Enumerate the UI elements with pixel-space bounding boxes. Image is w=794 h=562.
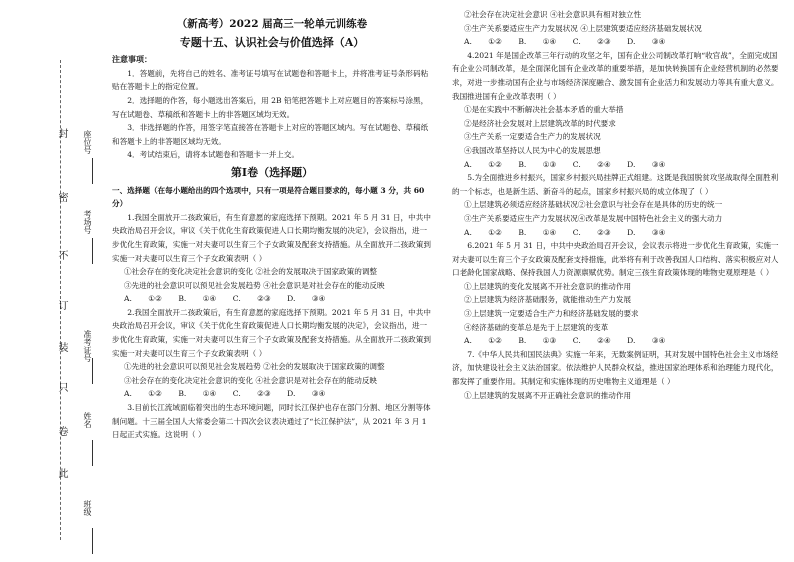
question-4-option: ③生产关系一定要适合生产力的发展状况	[464, 132, 601, 142]
question-7-stem: 7.《中华人民共和国民法典》实施一年来，无数案例证明，其对发展中国特色社会主义市场经济，加快建设社会主义法治国家。依法维护人民群众权益，推进国家治理体系和治理能力现代化，都发挥了重要作用。其制定和实施体现的历史唯物主义道理是（ ）	[452, 349, 779, 387]
part-title: 第Ⅰ卷（选择题）	[230, 165, 314, 179]
question-6-option: ①上层建筑的变化发展离不开社会意识的推动作用	[464, 281, 632, 291]
notice-heading: 注意事项：	[112, 54, 152, 65]
question-3-option: ②社会存在决定社会意识 ④社会意识具有相对独立性	[464, 10, 642, 19]
binding-word: 订	[56, 300, 67, 310]
question-3-option: ③生产关系要适应生产力发展状况 ④上层建筑要适应经济基础发展状况	[464, 23, 702, 33]
field-name: 姓名	[83, 412, 92, 428]
question-5-stem: 5.为全面推进乡村振兴，国家乡村振兴局挂牌正式组建。这既是我国脱贫攻坚战取得全面胜利的一个标志，也是新生活、新奋斗的起点，国家乡村振兴局的成立体现了（ ）	[452, 173, 779, 196]
section-intro: 一、选择题（在每小题给出的四个选项中，只有一项是符合题目要求的，每小题 3 分，共 60 分）	[112, 185, 425, 209]
binding-word: 装	[56, 342, 67, 352]
question-5-option: ③生产关系要适应生产力发展状况④改革是发展中国特色社会主义的强大动力	[464, 213, 723, 223]
question-6-stem: 6.2021 年 5 月 31 日，中共中央政治局召开会议，会议表示将进一步优化生育政策，实施一对夫妻可以生育三个子女政策及配套支持措施，此举将有利于改善我国人口结构、落实积极应对人口老龄化国家战略、保持我国人力资源禀赋优势。制定三孩生育政策体现的唯物史观原理是（ ）	[452, 241, 779, 278]
question-2-choices: A. ①② B. ①④ C. ②③ D. ③④	[124, 389, 326, 399]
question-1-stem: 1.我国全面放开二孩政策后，有生育意愿的家庭选择下预期。2021 年 5 月 31 日，中共中央政治局召开会议，审议《关于优化生育政策促进人口长期均衡发展的决定》，会议指出，进一步优化生育政策，实施一对夫妻可以生育三个子女政策及配套支持措施。从全面放开二孩政策到实施一对夫妻可以生育三个子女政策表明（ ）	[112, 212, 431, 263]
notice-item: 4．考试结束后，请将本试题卷和答题卡一并上交。	[127, 150, 300, 160]
notice-item: 3．非选择题的作答，用签字笔直接答在答题卡上对应的答题区域内。写在试题卷、草稿纸和答题卡上的非答题区域均无效。	[112, 123, 429, 146]
exam-subtitle: 专题十五、认识社会与价值选择（A）	[179, 35, 365, 49]
question-1-choices: A. ①② B. ①④ C. ②③ D. ③④	[124, 294, 326, 304]
question-5-choices: A. ①② B. ①④ C. ②③ D. ③④	[464, 227, 666, 237]
question-4-option: ④我国改革坚持以人民为中心的发展思想	[464, 145, 601, 155]
question-6-option: ②上层建筑为经济基础服务，就能推动生产力发展	[464, 295, 632, 305]
binding-word: 只	[56, 382, 67, 392]
field-class: 班级	[83, 500, 92, 516]
notice-item: 2．选择题的作答，每小题选出答案后，用 2B 铅笔把答题卡上对应题目的答案标号涂黑，写在试题卷、草稿纸和答题卡上的非答题区域均无效。	[112, 95, 429, 119]
question-7-option: ①上层建筑的发展离不开正确社会意识的推动作用	[464, 390, 632, 400]
question-1-option: ③先进的社会意识可以预见社会发展趋势 ④社会意识是对社会存在的能动反映	[124, 280, 385, 290]
exam-title: （新高考）2022 届高三一轮单元训练卷	[176, 18, 368, 30]
binding-word: 不	[56, 250, 67, 260]
question-4-option: ②是经济社会发展对上层建筑改革的时代要求	[464, 118, 616, 128]
question-4-option: ①是在实践中不断解决社会基本矛盾的重大举措	[464, 105, 624, 115]
question-6-choices: A. ①② B. ①③ C. ②④ D. ③④	[464, 336, 666, 346]
field-ticket-number: 准考证号	[83, 330, 92, 362]
binding-word: 封	[56, 128, 67, 138]
binding-margin	[0, 0, 100, 562]
question-5-option: ①上层建筑必须适应经济基础状况②社会意识与社会存在是具体的历史的统一	[464, 200, 723, 210]
binding-word: 卷	[56, 426, 67, 436]
field-exam-room: 考场号	[83, 210, 92, 234]
question-6-option: ③上层建筑一定要适合生产力和经济基础发展的要求	[464, 309, 639, 319]
notice-item: 1．答题前，先将自己的姓名、准考证号填写在试题卷和答题卡上，并将准考证号条形码粘贴在答题卡上的指定位置。	[112, 68, 429, 92]
left-column	[112, 18, 432, 442]
question-3-choices: A. ①② B. ①④ C. ②③ D. ③④	[464, 37, 666, 47]
question-4-stem: 4.2021 年是国企改革三年行动的攻坚之年，国有企业公司制改革打响“收官战”，全面完成国有企业公司制改革，是全面深化国有企业改革的重要举措，是加快转换国有企业经营机制的必然要求，对进一步推动国有企业与市场经济深度融合、激发国有企业活力和发展动力等具有重大意义。我国推进国有企业改革表明（ ）	[452, 50, 779, 101]
question-1-option: ①社会存在的变化决定社会意识的变化 ②社会的发展取决于国家政策的调整	[124, 267, 378, 277]
question-6-option: ④经济基础的变革总是先于上层建筑的变革	[464, 322, 609, 332]
binding-word: 此	[56, 468, 67, 478]
question-2-stem: 2.我国全面放开二孩政策后，有生育意愿的家庭选择下预期。2021 年 5 月 31 日，中共中央政治局召开会议，审议《关于优化生育政策促进人口长期均衡发展的决定》，会议指出，进一步优化生育政策，实施一对夫妻可以生育三个子女政策及配套支持措施。从全面放开二孩政策到实施一对夫妻可以生育三个子女政策表明（ ）	[112, 307, 431, 358]
binding-word: 密	[56, 192, 67, 202]
question-2-option: ③社会存在的变化决定社会意识的变化 ④社会意识是对社会存在的能动反映	[124, 375, 378, 385]
right-column	[452, 8, 780, 402]
field-seat-number: 座位号	[83, 130, 92, 154]
question-3-stem: 3.目前长江流域面临着突出的生态环境问题，同时长江保护也存在部门分割、地区分割等体制问题。十三届全国人大常委会第二十四次会议表决通过了“长江保护法”，从 2021 年 3 月 1 日起正式实施。这说明（ ）	[112, 403, 431, 440]
question-4-choices: A. ①② B. ①③ C. ②④ D. ③④	[464, 159, 666, 169]
question-2-option: ①先进的社会意识可以预见社会发展趋势 ②社会的发展取决于国家政策的调整	[124, 362, 385, 372]
